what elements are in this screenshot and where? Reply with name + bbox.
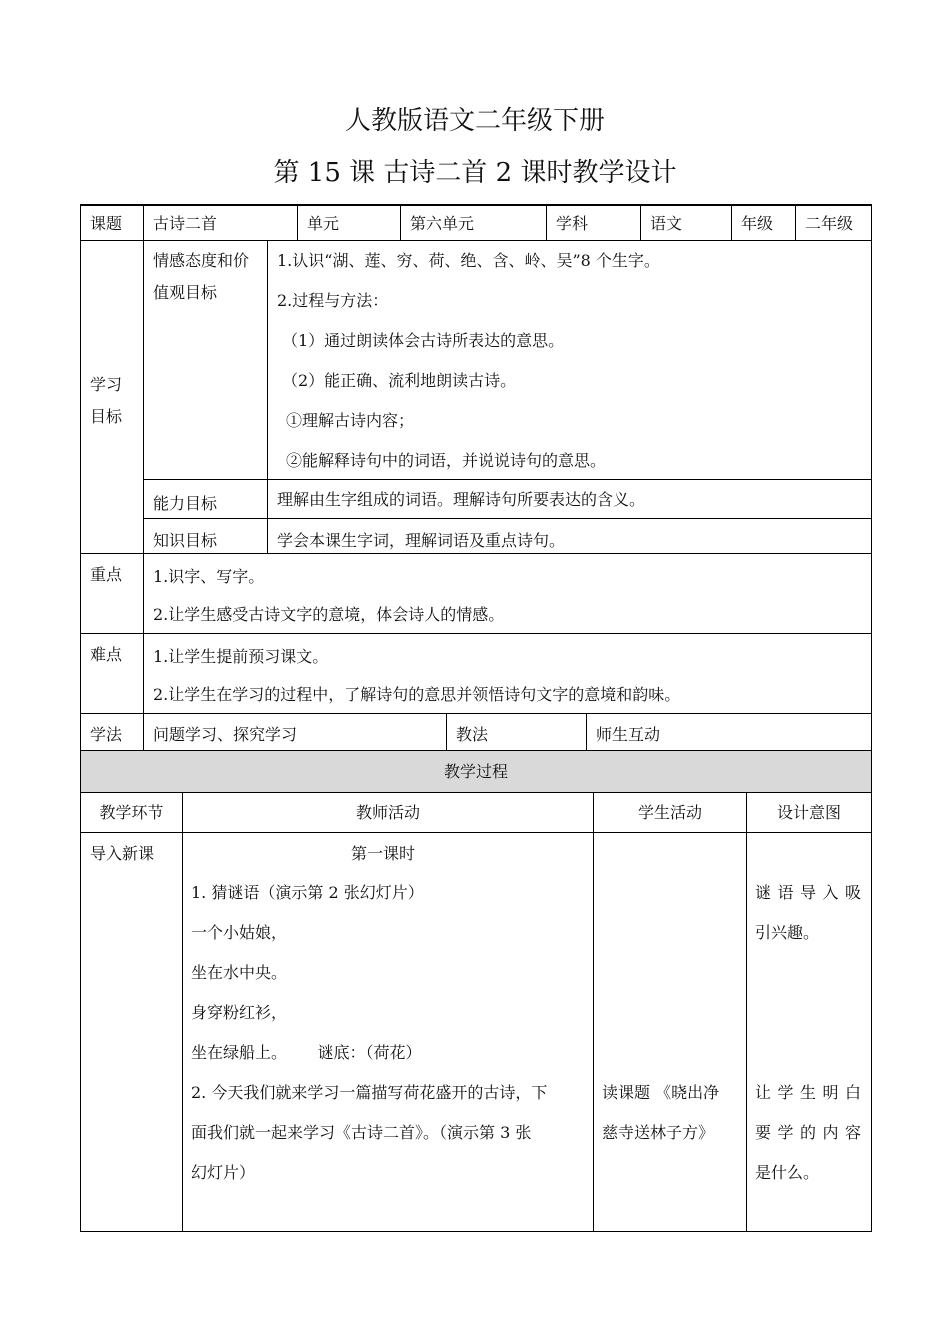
emotion-goal-line: ①理解古诗内容； [286, 411, 415, 430]
emotion-goal-line: ②能解释诗句中的词语，并说说诗句的意思。 [286, 451, 607, 470]
emotion-goal-line: 2.过程与方法： [277, 291, 389, 310]
intent-line: 引兴趣。 [755, 923, 820, 942]
emotion-goal-line: （2）能正确、流利地朗读古诗。 [282, 371, 517, 390]
row-divider [143, 518, 872, 519]
col-divider [297, 204, 298, 241]
intent-line: 让学生明白 [755, 1083, 861, 1102]
key-points-label: 重点 [90, 565, 123, 584]
emotion-goal-line: （1）通过朗读体会古诗所表达的意思。 [282, 331, 565, 350]
col-divider [546, 204, 547, 241]
teacher-activity-line: 面我们就一起来学习《古诗二首》。（演示第 3 张 [191, 1123, 532, 1142]
teaching-method-label: 教法 [456, 725, 489, 744]
knowledge-goal-label: 知识目标 [153, 531, 218, 550]
col-divider [795, 204, 796, 241]
col-divider [593, 792, 594, 1232]
table-right-border [871, 204, 872, 1232]
row-divider [80, 750, 872, 751]
knowledge-goal-value: 学会本课生字词，理解词语及重点诗句。 [277, 531, 566, 550]
document-title: 人教版语文二年级下册 [344, 106, 605, 136]
row-divider [80, 792, 872, 793]
goals-label-line2: 目标 [90, 407, 123, 426]
goals-label-line1: 学习 [90, 375, 123, 394]
intent-line: 要学的内容 [755, 1123, 861, 1142]
stage-cell: 导入新课 [90, 844, 155, 863]
col-divider [182, 792, 183, 1232]
col-divider [143, 204, 144, 751]
col-divider [267, 240, 268, 554]
col-divider [586, 713, 587, 751]
teacher-activity-line: 2. 今天我们就来学习一篇描写荷花盛开的古诗，下 [191, 1083, 548, 1102]
emotion-goal-label-line2: 值观目标 [153, 283, 218, 302]
key-point-line: 1.识字、写字。 [153, 567, 265, 586]
table-bottom-border [80, 1231, 872, 1232]
process-band-title: 教学过程 [443, 762, 508, 781]
col-divider [746, 792, 747, 1232]
student-activity-line: 读课题 《晓出净 [602, 1083, 720, 1102]
student-activity-line: 慈寺送林子方》 [602, 1123, 715, 1142]
teacher-activity-line: 幻灯片） [191, 1163, 256, 1182]
col-divider [640, 204, 641, 241]
ability-goal-value: 理解由生字组成的词语。理解诗句所要表达的含义。 [277, 490, 646, 509]
learning-method-label: 学法 [90, 725, 123, 744]
key-point-line: 2.让学生感受古诗文字的意境，体会诗人的情感。 [153, 605, 505, 624]
emotion-goal-line: 1.认识“湖、莲、穷、荷、绝、含、岭、吴”8 个生字。 [277, 251, 660, 270]
unit-label: 单元 [307, 214, 340, 233]
learning-method-value: 问题学习、探究学习 [153, 725, 298, 744]
row-divider [80, 633, 872, 634]
stage-column-header: 教学环节 [99, 803, 164, 822]
subject-label: 学科 [556, 214, 589, 233]
teacher-activity-line: 坐在绿船上。 谜底：（荷花） [191, 1043, 422, 1062]
difficulties-label: 难点 [90, 645, 123, 664]
emotion-goal-label-line1: 情感态度和价 [153, 251, 250, 270]
intent-column-header: 设计意图 [776, 803, 841, 822]
grade-label: 年级 [741, 214, 774, 233]
table-top-border [80, 204, 872, 206]
intent-line: 是什么。 [755, 1163, 820, 1182]
teacher-activity-line: 坐在水中央。 [191, 963, 288, 982]
teacher-activity-line: 一个小姑娘， [191, 923, 288, 942]
col-divider [400, 204, 401, 241]
col-divider [446, 713, 447, 751]
document-subtitle: 第 15 课 古诗二首 2 课时教学设计 [273, 158, 677, 188]
table-left-border [80, 204, 81, 1232]
col-divider [731, 204, 732, 241]
unit-value: 第六单元 [410, 214, 475, 233]
teacher-column-header: 教师活动 [355, 803, 420, 822]
teacher-activity-line: 1. 猜谜语（演示第 2 张幻灯片） [191, 883, 424, 902]
intent-line: 谜语导入吸 [755, 883, 861, 902]
row-divider [80, 713, 872, 714]
row-divider [80, 832, 872, 833]
topic-value: 古诗二首 [153, 214, 218, 233]
subject-value: 语文 [650, 214, 683, 233]
row-divider [80, 240, 872, 241]
teacher-activity-line: 身穿粉红衫， [191, 1003, 288, 1022]
lesson-heading: 第一课时 [351, 844, 416, 863]
difficulty-line: 1.让学生提前预习课文。 [153, 647, 329, 666]
student-column-header: 学生活动 [637, 803, 702, 822]
row-divider [143, 479, 872, 480]
topic-label: 课题 [90, 214, 123, 233]
row-divider [80, 553, 872, 554]
difficulty-line: 2.让学生在学习的过程中，了解诗句的意思并领悟诗句文字的意境和韵味。 [153, 685, 681, 704]
grade-value: 二年级 [805, 214, 854, 233]
teaching-method-value: 师生互动 [596, 725, 661, 744]
ability-goal-label: 能力目标 [153, 494, 218, 513]
